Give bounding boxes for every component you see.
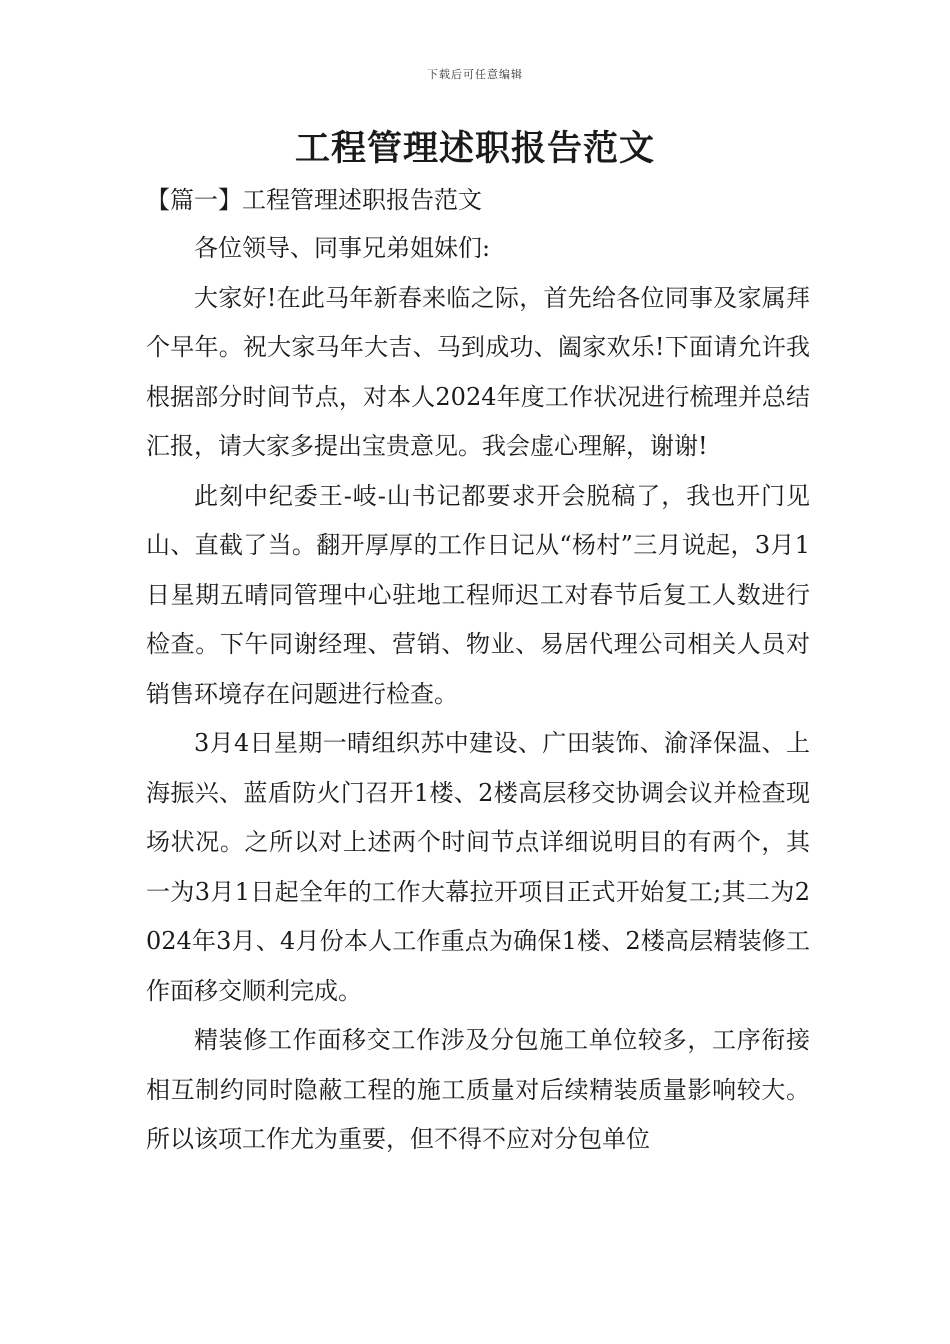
header-note: 下载后可任意编辑 [427, 68, 523, 81]
document-title: 工程管理述职报告范文 [294, 128, 655, 169]
section-heading: 【篇一】工程管理述职报告范文 [146, 186, 482, 214]
document-body [146, 224, 810, 1165]
paragraph-march-1: 此刻中纪委王-岐-山书记都要求开会脱稿了，我也开门见山、直截了当。翻开厚厚的工作日记从“杨村”三月说起，3月1日星期五晴同管理中心驻地工程师迟工对春节后复工人数进行检查。下午同谢经理、营销、物业、易居代理公司相关人员对销售环境存在问题进行检查。 [146, 481, 810, 708]
paragraph-greeting: 大家好!在此马年新春来临之际，首先给各位同事及家属拜个早年。祝大家马年大吉、马到成功、阖家欢乐!下面请允许我根据部分时间节点，对本人2024年度工作状况进行梳理并总结汇报，请大家多提出宝贵意见。我会虚心理解，谢谢! [146, 283, 810, 460]
paragraph-march-4: 3月4日星期一晴组织苏中建设、广田装饰、渝泽保温、上海振兴、蓝盾防火门召开1楼、2楼高层移交协调会议并检查现场状况。之所以对上述两个时间节点详细说明目的有两个，其一为3月1日起全年的工作大幕拉开项目正式开始复工;其二为2024年3月、4月份本人工作重点为确保1楼、2楼高层精装修工作面移交顺利完成。 [146, 729, 810, 1005]
paragraph-finishing-work: 精装修工作面移交工作涉及分包施工单位较多，工序衔接相互制约同时隐蔽工程的施工质量对后续精装质量影响较大。所以该项工作尤为重要，但不得不应对分包单位 [146, 1026, 810, 1153]
paragraph-salutation: 各位领导、同事兄弟姐妹们: [194, 234, 491, 262]
